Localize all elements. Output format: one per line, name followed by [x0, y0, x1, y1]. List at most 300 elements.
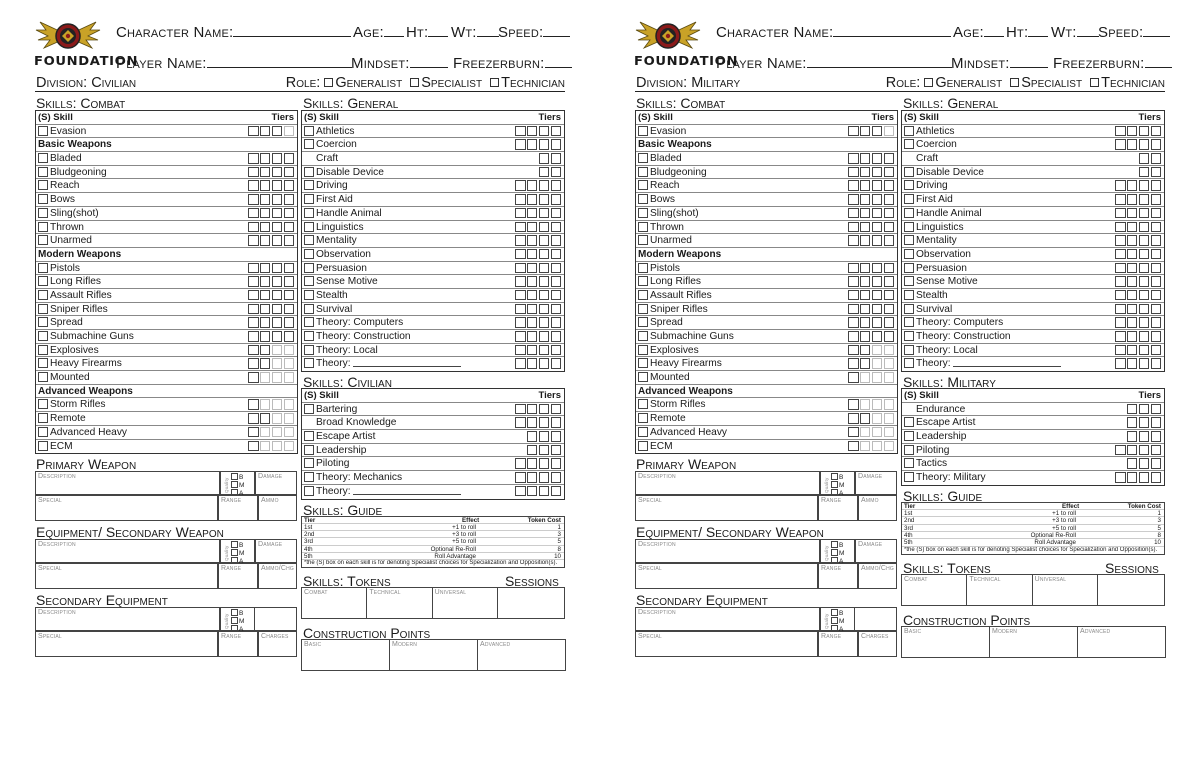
tier-checkbox[interactable]	[1139, 126, 1150, 137]
tier-checkbox[interactable]	[515, 276, 526, 287]
tier-checkbox[interactable]	[539, 472, 550, 483]
tier-checkbox[interactable]	[248, 263, 259, 274]
quality-m-checkbox[interactable]	[831, 549, 838, 556]
tier-checkbox[interactable]	[1151, 139, 1162, 150]
tier-checkbox[interactable]	[872, 304, 883, 315]
tier-checkbox[interactable]	[1151, 222, 1162, 233]
specialist-checkbox[interactable]	[38, 208, 48, 218]
role-generalist-checkbox[interactable]	[324, 78, 333, 87]
tier-checkbox[interactable]	[527, 445, 538, 456]
tier-checkbox[interactable]	[1151, 208, 1162, 219]
quality-selector[interactable]: Quality B M A	[220, 607, 255, 631]
tier-checkbox[interactable]	[539, 208, 550, 219]
age-field[interactable]: Age:	[353, 24, 404, 41]
tier-checkbox[interactable]	[848, 358, 859, 369]
specialist-checkbox[interactable]	[904, 167, 914, 177]
tier-checkbox[interactable]	[515, 404, 526, 415]
ammo-field[interactable]: Ammo	[858, 495, 897, 521]
tier-checkbox[interactable]	[260, 331, 271, 342]
tier-checkbox[interactable]	[515, 139, 526, 150]
role-selector[interactable]: Role: Generalist Specialist Technician	[285, 75, 565, 91]
tier-checkbox[interactable]	[284, 290, 295, 301]
tier-checkbox[interactable]	[1151, 445, 1162, 456]
tier-checkbox[interactable]	[1139, 458, 1150, 469]
description-field[interactable]: Description	[35, 607, 220, 631]
tier-checkbox[interactable]	[848, 290, 859, 301]
specialist-checkbox[interactable]	[38, 153, 48, 163]
specialist-checkbox[interactable]	[638, 427, 648, 437]
tier-checkbox[interactable]	[872, 235, 883, 246]
tier-checkbox[interactable]	[1127, 208, 1138, 219]
tier-checkbox[interactable]	[1115, 263, 1126, 274]
tier-checkbox[interactable]	[248, 222, 259, 233]
tier-checkbox[interactable]	[284, 153, 295, 164]
tier-checkbox[interactable]	[515, 222, 526, 233]
specialist-checkbox[interactable]	[904, 180, 914, 190]
specialist-checkbox[interactable]	[638, 290, 648, 300]
tier-checkbox[interactable]	[539, 276, 550, 287]
range-field[interactable]: Range	[818, 563, 858, 589]
specialist-checkbox[interactable]	[904, 263, 914, 273]
specialist-checkbox[interactable]	[38, 358, 48, 368]
quality-m-checkbox[interactable]	[231, 549, 238, 556]
range-field[interactable]: Range	[218, 631, 258, 657]
tier-checkbox[interactable]	[872, 222, 883, 233]
range-field[interactable]: Range	[818, 495, 858, 521]
tier-checkbox[interactable]	[1139, 290, 1150, 301]
specialist-checkbox[interactable]	[304, 331, 314, 341]
tier-checkbox[interactable]	[1127, 304, 1138, 315]
specialist-checkbox[interactable]	[904, 249, 914, 259]
tier-checkbox[interactable]	[551, 180, 562, 191]
specialist-checkbox[interactable]	[38, 276, 48, 286]
tier-checkbox[interactable]	[248, 413, 259, 424]
tier-checkbox[interactable]	[515, 458, 526, 469]
tier-checkbox[interactable]	[551, 304, 562, 315]
specialist-checkbox[interactable]	[904, 139, 914, 149]
tier-checkbox[interactable]	[248, 153, 259, 164]
tier-checkbox[interactable]	[1115, 222, 1126, 233]
tier-checkbox[interactable]	[248, 194, 259, 205]
tier-checkbox[interactable]	[527, 249, 538, 260]
specialist-checkbox[interactable]	[904, 431, 914, 441]
tier-checkbox[interactable]	[860, 180, 871, 191]
tier-checkbox[interactable]	[539, 167, 550, 178]
tier-checkbox[interactable]	[539, 126, 550, 137]
tier-checkbox[interactable]	[1127, 417, 1138, 428]
tier-checkbox[interactable]	[1127, 235, 1138, 246]
tier-checkbox[interactable]	[527, 276, 538, 287]
tier-checkbox[interactable]	[272, 222, 283, 233]
special-field[interactable]: Special	[35, 495, 218, 521]
specialist-checkbox[interactable]	[304, 304, 314, 314]
tier-checkbox[interactable]	[272, 208, 283, 219]
tier-checkbox[interactable]	[260, 180, 271, 191]
tier-checkbox[interactable]	[248, 427, 259, 438]
tier-checkbox[interactable]	[272, 317, 283, 328]
specialist-checkbox[interactable]	[38, 413, 48, 423]
specialist-checkbox[interactable]	[638, 358, 648, 368]
tier-checkbox[interactable]	[515, 290, 526, 301]
specialist-checkbox[interactable]	[304, 126, 314, 136]
tier-checkbox[interactable]	[527, 472, 538, 483]
specialist-checkbox[interactable]	[304, 290, 314, 300]
quality-m-checkbox[interactable]	[231, 481, 238, 488]
tier-checkbox[interactable]	[260, 304, 271, 315]
tier-checkbox[interactable]	[527, 126, 538, 137]
tier-checkbox[interactable]	[872, 317, 883, 328]
specialist-checkbox[interactable]	[304, 276, 314, 286]
specialist-checkbox[interactable]	[904, 222, 914, 232]
specialist-checkbox[interactable]	[304, 431, 314, 441]
damage-field[interactable]: Damage	[855, 471, 897, 495]
tier-checkbox[interactable]	[527, 431, 538, 442]
specialist-checkbox[interactable]	[38, 331, 48, 341]
specialist-checkbox[interactable]	[904, 445, 914, 455]
ammo-field[interactable]: Ammo/Chg	[858, 563, 897, 589]
tier-checkbox[interactable]	[551, 472, 562, 483]
tier-checkbox[interactable]	[1151, 331, 1162, 342]
specialist-checkbox[interactable]	[38, 235, 48, 245]
tier-checkbox[interactable]	[1139, 263, 1150, 274]
tier-checkbox[interactable]	[551, 235, 562, 246]
tier-checkbox[interactable]	[1127, 194, 1138, 205]
tier-checkbox[interactable]	[515, 486, 526, 497]
tier-checkbox[interactable]	[551, 194, 562, 205]
tier-checkbox[interactable]	[248, 290, 259, 301]
tier-checkbox[interactable]	[860, 153, 871, 164]
tier-checkbox[interactable]	[1139, 180, 1150, 191]
tier-checkbox[interactable]	[284, 208, 295, 219]
tier-checkbox[interactable]	[1139, 194, 1150, 205]
specialist-checkbox[interactable]	[904, 331, 914, 341]
tier-checkbox[interactable]	[248, 208, 259, 219]
tier-checkbox[interactable]	[848, 304, 859, 315]
tier-checkbox[interactable]	[260, 153, 271, 164]
tier-checkbox[interactable]	[884, 276, 895, 287]
specialist-checkbox[interactable]	[638, 304, 648, 314]
specialist-checkbox[interactable]	[904, 317, 914, 327]
specialist-checkbox[interactable]	[304, 358, 314, 368]
tier-checkbox[interactable]	[515, 358, 526, 369]
tier-checkbox[interactable]	[272, 290, 283, 301]
tier-checkbox[interactable]	[551, 486, 562, 497]
tier-checkbox[interactable]	[527, 358, 538, 369]
specialist-checkbox[interactable]	[38, 317, 48, 327]
tier-checkbox[interactable]	[848, 331, 859, 342]
tier-checkbox[interactable]	[848, 194, 859, 205]
role-technician-checkbox[interactable]	[490, 78, 499, 87]
character-name-field[interactable]: Character Name:	[116, 24, 351, 41]
tokens-cell[interactable]: Universal	[1032, 574, 1098, 606]
tier-checkbox[interactable]	[527, 180, 538, 191]
specialist-checkbox[interactable]	[304, 404, 314, 414]
specialist-checkbox[interactable]	[304, 249, 314, 259]
tier-checkbox[interactable]	[551, 290, 562, 301]
tokens-cell[interactable]: Technical	[966, 574, 1032, 606]
specialist-checkbox[interactable]	[304, 194, 314, 204]
tier-checkbox[interactable]	[860, 263, 871, 274]
tier-checkbox[interactable]	[1115, 235, 1126, 246]
tier-checkbox[interactable]	[539, 304, 550, 315]
character-name-field[interactable]: Character Name:	[716, 24, 951, 41]
damage-field[interactable]: Damage	[255, 471, 297, 495]
tier-checkbox[interactable]	[551, 431, 562, 442]
tier-checkbox[interactable]	[539, 139, 550, 150]
tier-checkbox[interactable]	[1127, 404, 1138, 415]
tier-checkbox[interactable]	[1127, 445, 1138, 456]
specialist-checkbox[interactable]	[904, 472, 914, 482]
mindset-field[interactable]: Mindset:	[951, 55, 1048, 72]
tier-checkbox[interactable]	[248, 372, 259, 383]
tier-checkbox[interactable]	[260, 208, 271, 219]
tier-checkbox[interactable]	[1151, 235, 1162, 246]
tokens-cell[interactable]: Technical	[366, 587, 432, 619]
specialist-checkbox[interactable]	[904, 208, 914, 218]
tier-checkbox[interactable]	[248, 167, 259, 178]
tier-checkbox[interactable]	[248, 317, 259, 328]
tier-checkbox[interactable]	[551, 358, 562, 369]
tier-checkbox[interactable]	[860, 276, 871, 287]
specialist-checkbox[interactable]	[304, 235, 314, 245]
tier-checkbox[interactable]	[515, 304, 526, 315]
specialist-checkbox[interactable]	[638, 317, 648, 327]
damage-field[interactable]: Damage	[855, 539, 897, 563]
role-specialist-checkbox[interactable]	[1010, 78, 1019, 87]
tokens-cell[interactable]: Universal	[432, 587, 498, 619]
tier-checkbox[interactable]	[1139, 417, 1150, 428]
tier-checkbox[interactable]	[1139, 345, 1150, 356]
tier-checkbox[interactable]	[260, 235, 271, 246]
specialist-checkbox[interactable]	[904, 358, 914, 368]
tier-checkbox[interactable]	[1127, 472, 1138, 483]
tier-checkbox[interactable]	[848, 276, 859, 287]
tier-checkbox[interactable]	[539, 331, 550, 342]
mindset-field[interactable]: Mindset:	[351, 55, 448, 72]
tier-checkbox[interactable]	[1151, 404, 1162, 415]
tier-checkbox[interactable]	[884, 167, 895, 178]
tier-checkbox[interactable]	[1139, 153, 1150, 164]
tier-checkbox[interactable]	[1127, 180, 1138, 191]
tier-checkbox[interactable]	[848, 180, 859, 191]
tier-checkbox[interactable]	[1151, 194, 1162, 205]
specialist-checkbox[interactable]	[38, 126, 48, 136]
tier-checkbox[interactable]	[260, 126, 271, 137]
tier-checkbox[interactable]	[551, 249, 562, 260]
tier-checkbox[interactable]	[527, 222, 538, 233]
tier-checkbox[interactable]	[884, 331, 895, 342]
tier-checkbox[interactable]	[272, 194, 283, 205]
tier-checkbox[interactable]	[539, 153, 550, 164]
tier-checkbox[interactable]	[284, 304, 295, 315]
tier-checkbox[interactable]	[1139, 331, 1150, 342]
tier-checkbox[interactable]	[551, 317, 562, 328]
tier-checkbox[interactable]	[527, 345, 538, 356]
tier-checkbox[interactable]	[1127, 458, 1138, 469]
specialist-checkbox[interactable]	[304, 222, 314, 232]
tier-checkbox[interactable]	[1151, 263, 1162, 274]
tier-checkbox[interactable]	[272, 153, 283, 164]
specialist-checkbox[interactable]	[638, 208, 648, 218]
specialist-checkbox[interactable]	[638, 413, 648, 423]
tier-checkbox[interactable]	[551, 276, 562, 287]
specialist-checkbox[interactable]	[304, 263, 314, 273]
tier-checkbox[interactable]	[1139, 358, 1150, 369]
tier-checkbox[interactable]	[860, 331, 871, 342]
tier-checkbox[interactable]	[527, 290, 538, 301]
tier-checkbox[interactable]	[1115, 249, 1126, 260]
tier-checkbox[interactable]	[872, 290, 883, 301]
tier-checkbox[interactable]	[1139, 472, 1150, 483]
tier-checkbox[interactable]	[248, 358, 259, 369]
sessions-cell[interactable]	[497, 587, 565, 619]
tier-checkbox[interactable]	[539, 249, 550, 260]
tier-checkbox[interactable]	[272, 263, 283, 274]
specialist-checkbox[interactable]	[304, 445, 314, 455]
tier-checkbox[interactable]	[272, 126, 283, 137]
tier-checkbox[interactable]	[860, 317, 871, 328]
tier-checkbox[interactable]	[515, 194, 526, 205]
role-specialist-checkbox[interactable]	[410, 78, 419, 87]
tier-checkbox[interactable]	[539, 290, 550, 301]
tier-checkbox[interactable]	[860, 345, 871, 356]
quality-selector[interactable]: Quality B M A	[220, 539, 255, 563]
quality-selector[interactable]: Quality B M A	[220, 471, 255, 495]
tier-checkbox[interactable]	[284, 235, 295, 246]
quality-b-checkbox[interactable]	[831, 473, 838, 480]
tier-checkbox[interactable]	[248, 235, 259, 246]
specialist-checkbox[interactable]	[38, 194, 48, 204]
tokens-cell[interactable]: Combat	[301, 587, 367, 619]
tier-checkbox[interactable]	[1115, 290, 1126, 301]
charges-field[interactable]: Charges	[858, 631, 897, 657]
tier-checkbox[interactable]	[860, 194, 871, 205]
tier-checkbox[interactable]	[848, 441, 859, 452]
tier-checkbox[interactable]	[515, 317, 526, 328]
tier-checkbox[interactable]	[1151, 358, 1162, 369]
specialist-checkbox[interactable]	[904, 194, 914, 204]
tier-checkbox[interactable]	[884, 304, 895, 315]
tier-checkbox[interactable]	[848, 235, 859, 246]
tier-checkbox[interactable]	[884, 208, 895, 219]
tier-checkbox[interactable]	[1151, 431, 1162, 442]
tier-checkbox[interactable]	[1127, 317, 1138, 328]
tier-checkbox[interactable]	[848, 427, 859, 438]
tier-checkbox[interactable]	[284, 167, 295, 178]
tier-checkbox[interactable]	[527, 486, 538, 497]
specialist-checkbox[interactable]	[304, 180, 314, 190]
tier-checkbox[interactable]	[248, 441, 259, 452]
tier-checkbox[interactable]	[551, 331, 562, 342]
tier-checkbox[interactable]	[1127, 345, 1138, 356]
quality-b-checkbox[interactable]	[831, 609, 838, 616]
tier-checkbox[interactable]	[1115, 304, 1126, 315]
tier-checkbox[interactable]	[284, 317, 295, 328]
tier-checkbox[interactable]	[1151, 249, 1162, 260]
tier-checkbox[interactable]	[1151, 472, 1162, 483]
tier-checkbox[interactable]	[551, 126, 562, 137]
tier-checkbox[interactable]	[848, 263, 859, 274]
tier-checkbox[interactable]	[1151, 345, 1162, 356]
tier-checkbox[interactable]	[884, 153, 895, 164]
tier-checkbox[interactable]	[848, 413, 859, 424]
tier-checkbox[interactable]	[260, 194, 271, 205]
tier-checkbox[interactable]	[1127, 358, 1138, 369]
tier-checkbox[interactable]	[284, 180, 295, 191]
tier-checkbox[interactable]	[872, 208, 883, 219]
ammo-field[interactable]: Ammo	[258, 495, 297, 521]
construction-cell[interactable]: Advanced	[1077, 626, 1166, 658]
speed-field[interactable]: Speed:	[498, 24, 570, 41]
height-field[interactable]: Ht:	[1006, 24, 1048, 41]
role-generalist-checkbox[interactable]	[924, 78, 933, 87]
tier-checkbox[interactable]	[551, 208, 562, 219]
freezerburn-field[interactable]: Freezerburn:	[453, 55, 572, 72]
tier-checkbox[interactable]	[860, 413, 871, 424]
tier-checkbox[interactable]	[872, 167, 883, 178]
tier-checkbox[interactable]	[1151, 290, 1162, 301]
tier-checkbox[interactable]	[1139, 404, 1150, 415]
tier-checkbox[interactable]	[551, 345, 562, 356]
tier-checkbox[interactable]	[884, 263, 895, 274]
tier-checkbox[interactable]	[284, 331, 295, 342]
tier-checkbox[interactable]	[272, 331, 283, 342]
speed-field[interactable]: Speed:	[1098, 24, 1170, 41]
tier-checkbox[interactable]	[551, 458, 562, 469]
tier-checkbox[interactable]	[1139, 445, 1150, 456]
tier-checkbox[interactable]	[272, 180, 283, 191]
player-name-field[interactable]: Player Name:	[116, 55, 352, 72]
tier-checkbox[interactable]	[1115, 126, 1126, 137]
specialist-checkbox[interactable]	[38, 345, 48, 355]
tier-checkbox[interactable]	[515, 235, 526, 246]
description-field[interactable]: Description	[35, 471, 220, 495]
tier-checkbox[interactable]	[848, 208, 859, 219]
tier-checkbox[interactable]	[872, 180, 883, 191]
specialist-checkbox[interactable]	[38, 304, 48, 314]
sessions-cell[interactable]	[1097, 574, 1165, 606]
tier-checkbox[interactable]	[539, 445, 550, 456]
specialist-checkbox[interactable]	[38, 167, 48, 177]
tier-checkbox[interactable]	[1151, 276, 1162, 287]
tier-checkbox[interactable]	[260, 413, 271, 424]
specialist-checkbox[interactable]	[638, 345, 648, 355]
tier-checkbox[interactable]	[848, 167, 859, 178]
tier-checkbox[interactable]	[272, 304, 283, 315]
specialist-checkbox[interactable]	[638, 331, 648, 341]
specialist-checkbox[interactable]	[638, 372, 648, 382]
tier-checkbox[interactable]	[527, 194, 538, 205]
tier-checkbox[interactable]	[884, 194, 895, 205]
tier-checkbox[interactable]	[1127, 290, 1138, 301]
tier-checkbox[interactable]	[515, 345, 526, 356]
tier-checkbox[interactable]	[260, 317, 271, 328]
tier-checkbox[interactable]	[248, 276, 259, 287]
specialist-checkbox[interactable]	[638, 276, 648, 286]
tier-checkbox[interactable]	[1115, 358, 1126, 369]
tier-checkbox[interactable]	[539, 194, 550, 205]
tier-checkbox[interactable]	[260, 276, 271, 287]
tier-checkbox[interactable]	[872, 331, 883, 342]
tier-checkbox[interactable]	[884, 235, 895, 246]
quality-selector[interactable]: Quality B M A	[820, 539, 855, 563]
tier-checkbox[interactable]	[527, 263, 538, 274]
specialist-checkbox[interactable]	[38, 399, 48, 409]
tier-checkbox[interactable]	[1115, 276, 1126, 287]
tier-checkbox[interactable]	[539, 263, 550, 274]
tier-checkbox[interactable]	[272, 235, 283, 246]
tier-checkbox[interactable]	[860, 208, 871, 219]
